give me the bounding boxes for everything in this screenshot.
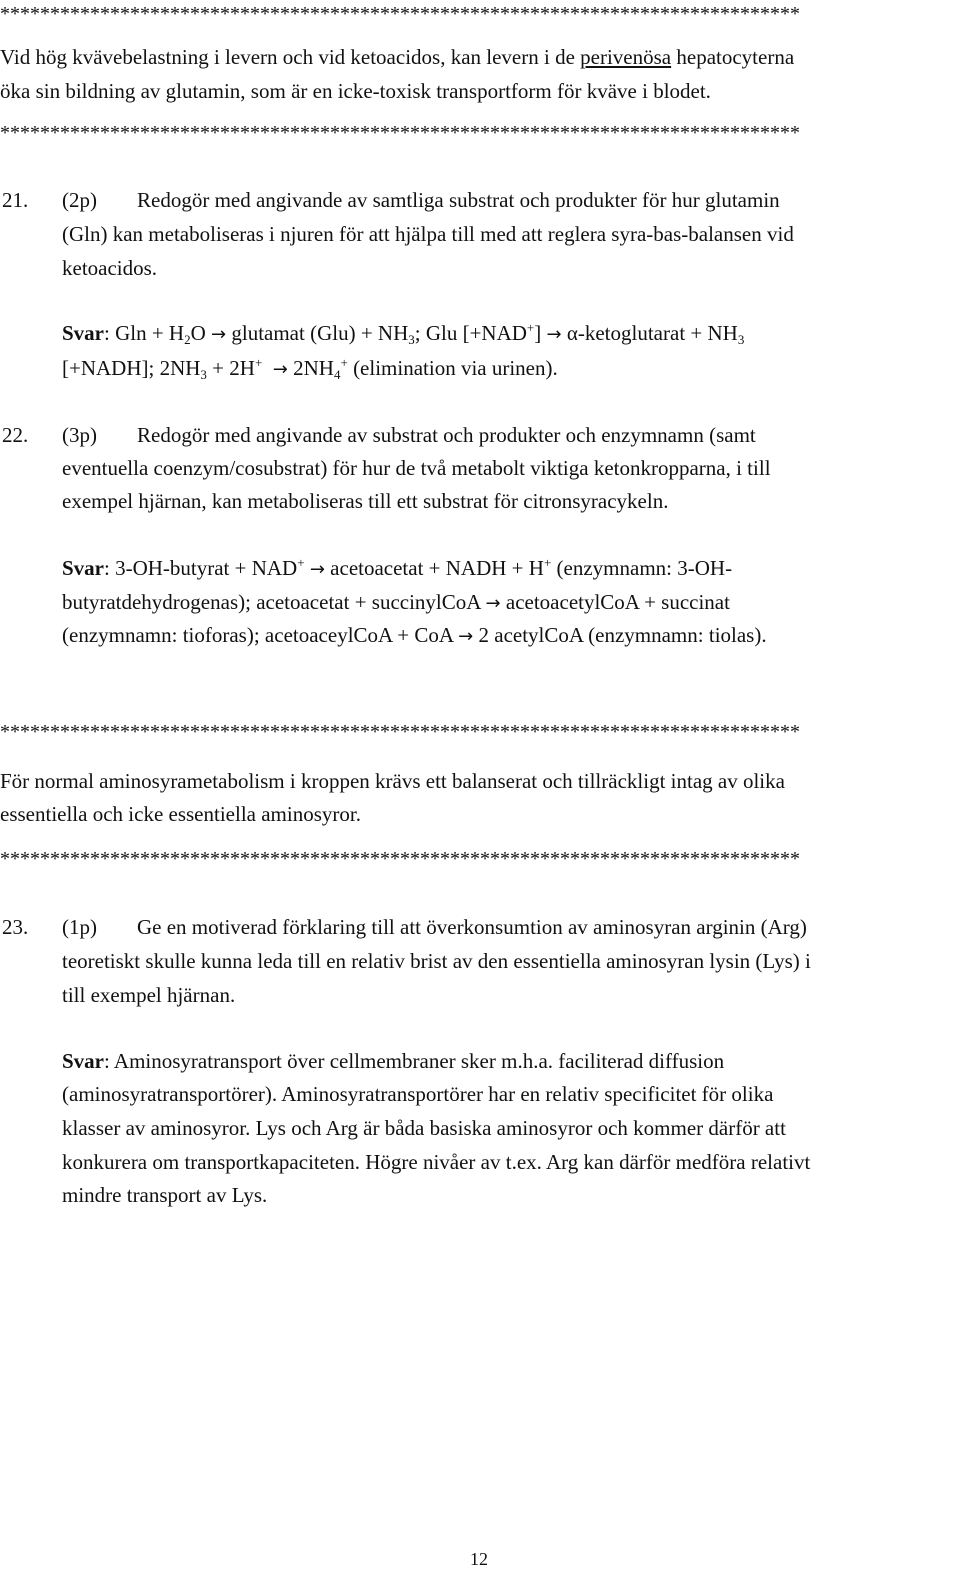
arrow-icon: → bbox=[458, 626, 474, 647]
underlined-term: perivenösa bbox=[580, 45, 672, 69]
question-points: (1p) bbox=[62, 915, 97, 939]
answer-line bbox=[62, 1049, 724, 1073]
separator-stars: ******************************************************************************** bbox=[0, 3, 800, 25]
intro-text-line bbox=[0, 45, 794, 69]
answer-label: Svar bbox=[62, 556, 104, 580]
answer-text: glutamat (Glu) + NH bbox=[226, 321, 409, 345]
answer-label: Svar bbox=[62, 321, 104, 345]
answer-text: 2NH bbox=[287, 356, 334, 380]
question-text: Redogör med angivande av samtliga substrat och produkter för hur glutamin bbox=[137, 188, 780, 212]
subscript: 3 bbox=[408, 332, 415, 347]
arrow-icon: → bbox=[272, 359, 288, 380]
answer-line bbox=[62, 321, 744, 347]
question-text: eventuella coenzym/cosubstrat) för hur de två metabolt viktiga ketonkropparna, i till bbox=[62, 456, 771, 480]
arrow-icon: → bbox=[485, 593, 501, 614]
question-text: till exempel hjärnan. bbox=[62, 983, 236, 1007]
superscript: + bbox=[254, 355, 263, 370]
answer-text: ] bbox=[534, 321, 542, 345]
question-text: Redogör med angivande av substrat och produkter och enzymnamn (samt bbox=[137, 423, 756, 447]
question-points: (2p) bbox=[62, 188, 97, 212]
answer-line: konkurera om transportkapaciteten. Högre nivåer av t.ex. Arg kan därför medföra relativt bbox=[62, 1150, 811, 1174]
answer-text: α-ketoglutarat + NH bbox=[561, 321, 738, 345]
arrow-icon: → bbox=[309, 559, 325, 580]
intro-text: hepatocyterna bbox=[671, 45, 795, 69]
superscript: + bbox=[340, 355, 348, 370]
subscript: 3 bbox=[737, 332, 745, 347]
question-number: 21. bbox=[2, 188, 29, 212]
arrow-icon: → bbox=[211, 324, 227, 345]
intro-text-line: För normal aminosyrametabolism i kroppen krävs ett balanserat och tillräckligt intag av olika bbox=[0, 769, 785, 793]
answer-text: + 2H bbox=[206, 356, 255, 380]
question-text: ketoacidos. bbox=[62, 256, 158, 280]
answer-line: klasser av aminosyror. Lys och Arg är båda basiska aminosyror och kommer därför att bbox=[62, 1116, 786, 1140]
answer-text: [+NADH]; 2NH bbox=[62, 356, 201, 380]
superscript: + bbox=[526, 320, 535, 335]
separator-stars: ******************************************************************************** bbox=[0, 122, 800, 144]
superscript: + bbox=[297, 555, 305, 570]
answer-text: O bbox=[190, 321, 206, 345]
question-text: exempel hjärnan, kan metaboliseras till ett substrat för citronsyracykeln. bbox=[62, 489, 669, 513]
intro-text-line: essentiella och icke essentiella aminosyror. bbox=[0, 802, 361, 826]
answer-text: (elimination via urinen). bbox=[347, 356, 558, 380]
answer-line: (aminosyratransportörer). Aminosyratransportörer har en relativ specificitet för olika bbox=[62, 1082, 774, 1106]
intro-text: Vid hög kvävebelastning i levern och vid ketoacidos, kan levern i de bbox=[0, 45, 581, 69]
intro-text-line: öka sin bildning av glutamin, som är en icke-toxisk transportform för kväve i blodet. bbox=[0, 79, 711, 103]
answer-text: (enzymnamn: tioforas); acetoaceylCoA + CoA bbox=[62, 623, 453, 647]
answer-text: acetoacetylCoA + succinat bbox=[500, 590, 730, 614]
answer-text: acetoacetat + NADH + H bbox=[324, 556, 544, 580]
question-number: 22. bbox=[2, 423, 29, 447]
answer-line: mindre transport av Lys. bbox=[62, 1183, 268, 1207]
page-number: 12 bbox=[470, 1549, 488, 1569]
answer-text: : 3-OH-butyrat + NAD bbox=[104, 556, 298, 580]
answer-text: ; Glu [+NAD bbox=[414, 321, 527, 345]
answer-text: : Aminosyratransport över cellmembraner sker m.h.a. faciliterad diffusion bbox=[104, 1049, 725, 1073]
answer-text: 2 acetylCoA (enzymnamn: tiolas). bbox=[473, 623, 767, 647]
question-text: teoretiskt skulle kunna leda till en relativ brist av den essentiella aminosyran lysin (Lys) i bbox=[62, 949, 811, 973]
superscript: + bbox=[543, 555, 552, 570]
subscript: 4 bbox=[333, 367, 341, 382]
question-text: (Gln) kan metaboliseras i njuren för att hjälpa till med att reglera syra-bas-balansen vid bbox=[62, 222, 794, 246]
answer-line bbox=[62, 623, 767, 649]
answer-text: : Gln + H bbox=[104, 321, 185, 345]
subscript: 3 bbox=[200, 367, 207, 382]
separator-stars: ******************************************************************************** bbox=[0, 721, 800, 743]
answer-line bbox=[62, 356, 558, 382]
answer-line bbox=[62, 590, 730, 616]
question-text: Ge en motiverad förklaring till att överkonsumtion av aminosyran arginin (Arg) bbox=[137, 915, 807, 939]
answer-label: Svar bbox=[62, 1049, 104, 1073]
question-points: (3p) bbox=[62, 423, 97, 447]
question-number: 23. bbox=[2, 915, 29, 939]
separator-stars: ******************************************************************************** bbox=[0, 848, 800, 870]
answer-text: butyratdehydrogenas); acetoacetat + succinylCoA bbox=[62, 590, 481, 614]
answer-text: (enzymnamn: 3-OH- bbox=[551, 556, 733, 580]
arrow-icon: → bbox=[546, 324, 562, 345]
answer-line bbox=[62, 556, 732, 582]
subscript: 2 bbox=[184, 332, 191, 347]
